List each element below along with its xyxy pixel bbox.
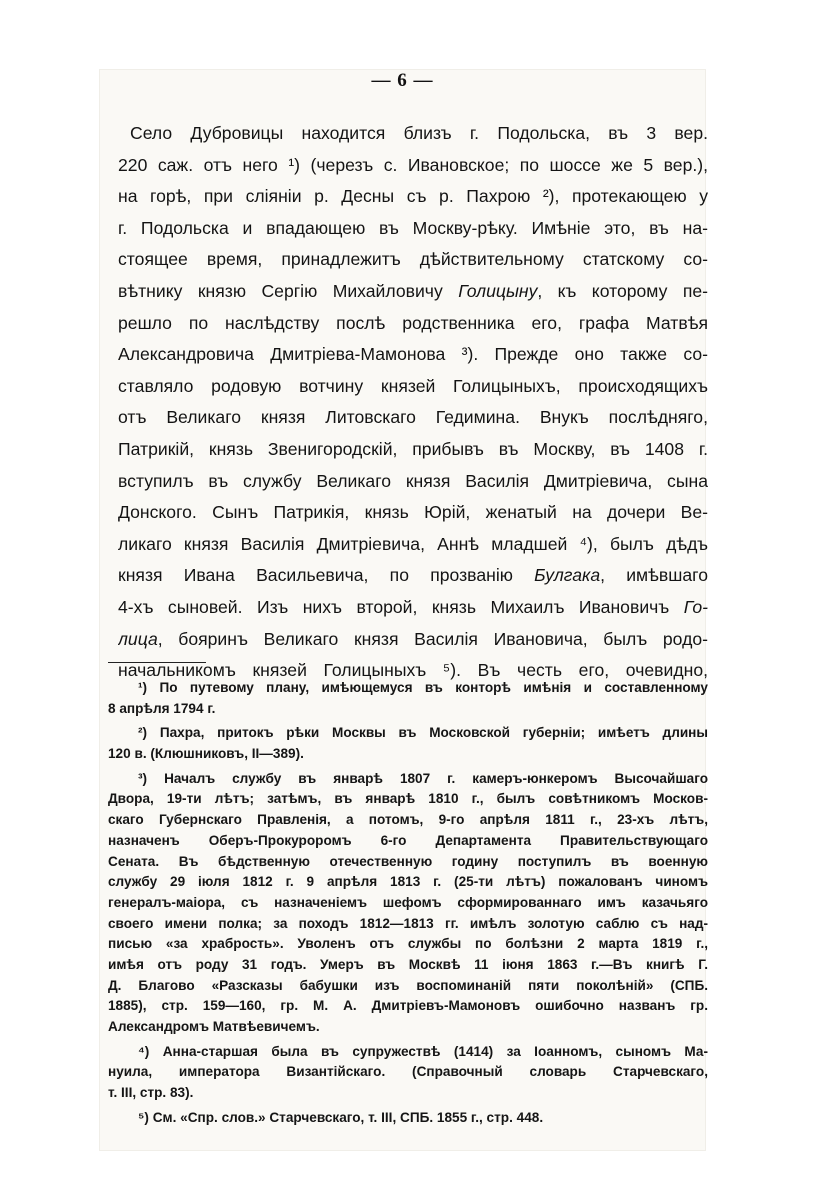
footnote-line: своего имени полка; за походъ 1812—1813 гг. имѣлъ золотую саблю съ над- — [108, 915, 708, 931]
footnote-line: Двора, 19-ти лѣтъ; затѣмъ, въ январѣ 1810 г., былъ совѣтникомъ Москов- — [108, 791, 708, 807]
footnote-line: 120 в. (Клюшниковъ, II—389). — [108, 746, 304, 762]
footnote-line: службу 29 іюля 1812 г. 9 апрѣля 1813 г. (25-ти лѣтъ) пожалованъ чиномъ — [108, 874, 708, 890]
text-line: 220 саж. отъ него ¹) (черезъ с. Ивановское; по шоссе же 5 вер.), — [118, 154, 708, 175]
text-line: князя Ивана Васильевича, по прозванію Булгака, имѣвшаго — [118, 565, 708, 586]
book-page — [100, 70, 708, 1150]
footnote-line: скаго Губернскаго Правленія, а потомъ, 9-го апрѣля 1811 г., 23-хъ лѣтъ, — [108, 812, 708, 828]
text-line: стоящее время, принадлежитъ дѣйствительному статскому со- — [118, 249, 708, 270]
text-line: на горѣ, при сліяніи р. Десны съ р. Пахрою ²), протекающею у — [118, 186, 708, 207]
footnote-line: 1885), стр. 159—160, гр. М. А. Дмитріевъ-Мамоновъ ошибочно названъ гр. — [108, 998, 708, 1014]
footnote-2 — [108, 723, 708, 764]
text-line: Село Дубровицы находится близъ г. Подольска, въ 3 вер. — [130, 123, 708, 143]
footnote-line: генералъ-маіора, съ назначеніемъ шефомъ сформированнаго имъ казачьяго — [108, 894, 708, 910]
footnote-line: имѣя отъ роду 31 годъ. Умеръ въ Москвѣ 11 іюня 1863 г.—Въ книгѣ Г. — [108, 956, 708, 972]
footnote-line: По путевому плану, имѣющемуся въ конторѣ имѣнія и составленному — [159, 680, 708, 695]
text-line: ликаго князя Василія Дмитріевича, Аннѣ младшей ⁴), былъ дѣдъ — [118, 533, 708, 554]
footnote-4 — [108, 1042, 708, 1104]
footnote-1 — [108, 678, 708, 719]
footnote-line: Началъ службу въ январѣ 1807 г. камеръ-юнкеромъ Высочайшаго — [164, 770, 708, 786]
text-line: г. Подольска и впадающею въ Москву-рѣку. Имѣніе это, въ на- — [118, 217, 708, 238]
text-line: Патрикій, князь Звенигородскій, прибывъ въ Москву, въ 1408 г. — [118, 438, 708, 459]
footnote-line: Пахра, притокъ рѣки Москвы въ Московской губерніи; имѣетъ длины — [159, 725, 708, 741]
footnote-line: Анна-старшая была въ супружествѣ (1414) за Іоанномъ, сыномъ Ма- — [162, 1043, 708, 1059]
text-line: решло по наслѣдству послѣ родственника его, графа Матвѣя — [118, 312, 708, 333]
footnotes — [108, 678, 708, 1132]
footnote-line: т. III, стр. 83). — [108, 1085, 194, 1101]
footnote-line: Сената. Въ бѣдственную отечественную годину поступилъ въ военную — [108, 853, 708, 869]
text-line: начальникомъ князей Голицыныхъ ⁵). Въ честь его, очевидно, — [118, 660, 708, 681]
text-line: вѣтнику князю Сергію Михайловичу Голицыну, къ которому пе- — [118, 280, 708, 301]
footnote-line: писью «за храбрость». Уволенъ отъ службы по болѣзни 2 марта 1819 г., — [108, 936, 708, 952]
page-number: — 6 — — [371, 70, 434, 91]
footnote-line: Д. Благово «Разсказы бабушки изъ воспоминаній пяти поколѣній» (СПБ. — [108, 977, 708, 993]
main-text — [118, 118, 708, 687]
text-line: лица, бояринъ Великаго князя Василія Ивановича, былъ родо- — [118, 628, 708, 649]
text-line: отъ Великаго князя Литовскаго Гедимина. Внукъ послѣдняго, — [118, 407, 708, 428]
footnote-line: Александромъ Матвѣевичемъ. — [108, 1019, 320, 1034]
text-line: ставляло родовую вотчину князей Голицыныхъ, происходящихъ — [118, 375, 708, 396]
footnote-line: См. «Спр. слов.» Старчевскаго, т. III, СПБ. 1855 г., стр. 448. — [152, 1109, 544, 1125]
footnote-mark: ⁵) — [138, 1109, 149, 1125]
text-line: Донского. Сынъ Патрикія, князь Юрій, женатый на дочери Ве- — [118, 502, 708, 523]
footnote-line: нуила, императора Византійскаго. (Справочный словарь Старчевскаго, — [108, 1064, 708, 1080]
footnote-line: назначенъ Оберъ-Прокуроромъ 6-го Департамента Правительствующаго — [108, 832, 708, 848]
footnote-mark: ²) — [138, 725, 148, 741]
footnote-3 — [108, 769, 708, 1038]
text-line: 4-хъ сыновей. Изъ нихъ второй, князь Михаилъ Ивановичъ Го- — [118, 596, 708, 617]
footnote-divider — [108, 662, 206, 663]
footnote-mark: ³) — [138, 770, 148, 786]
footnote-5 — [108, 1108, 708, 1129]
text-line: вступилъ въ службу Великаго князя Василія Дмитріевича, сына — [118, 470, 708, 491]
footnote-mark: ⁴) — [138, 1043, 150, 1059]
footnote-line: 8 апрѣля 1794 г. — [108, 700, 216, 716]
text-line: Александровича Дмитріева-Мамонова ³). Прежде оно также со- — [118, 344, 708, 365]
footnote-mark: ¹) — [138, 680, 148, 695]
